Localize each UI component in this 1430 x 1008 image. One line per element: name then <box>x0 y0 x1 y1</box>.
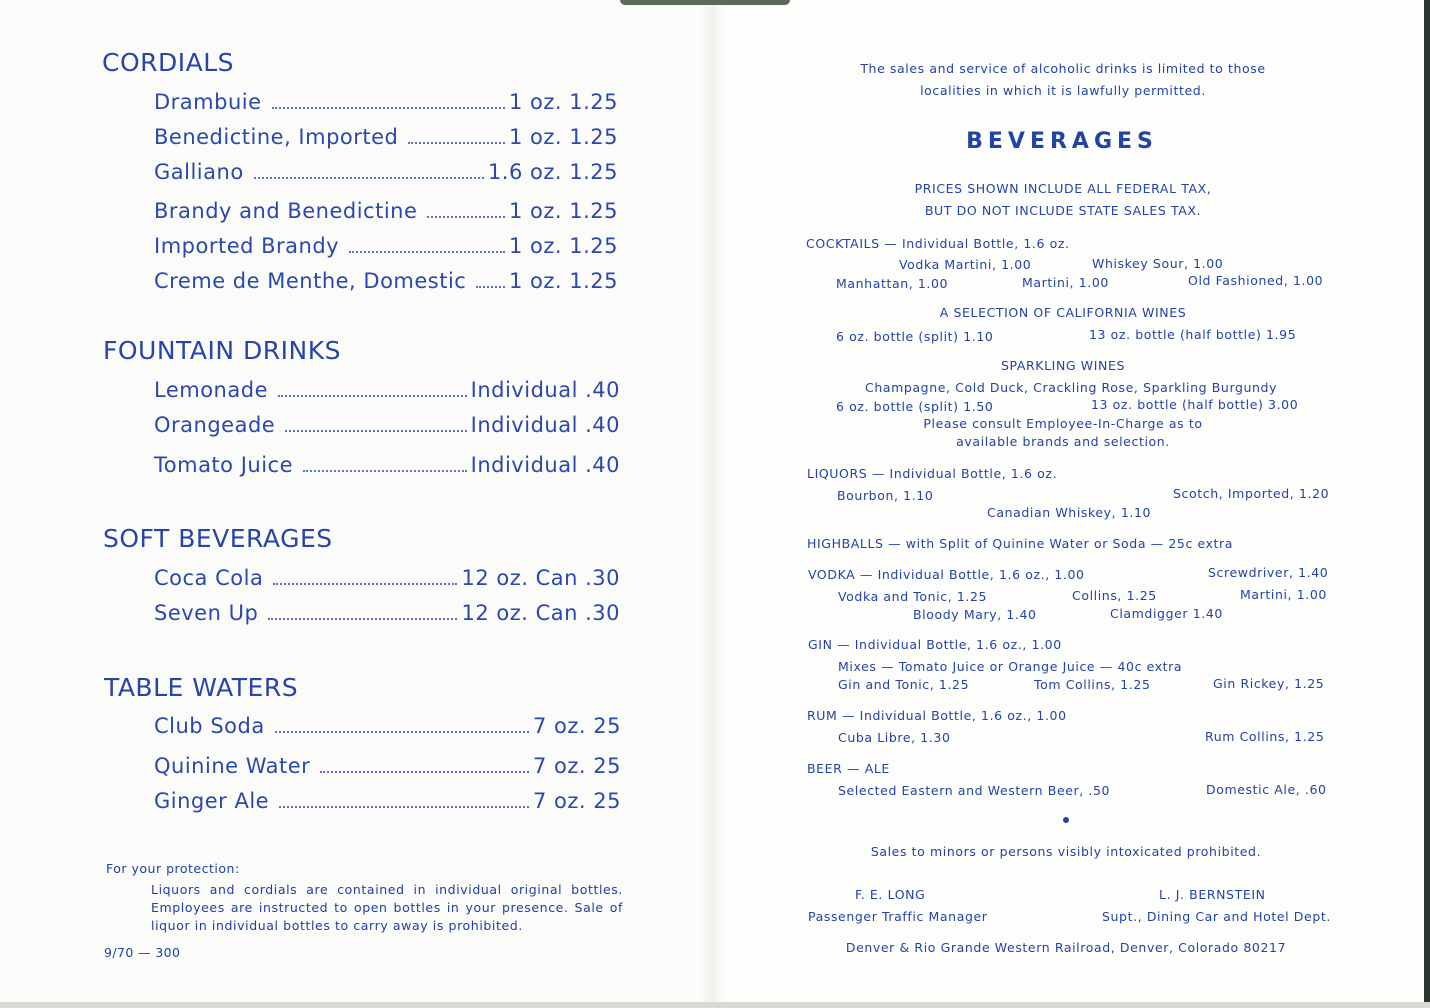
item-name: Tomato Juice <box>154 453 293 477</box>
item-name: Imported Brandy <box>154 234 340 258</box>
fountain-title: FOUNTAIN DRINKS <box>103 336 341 365</box>
highballs-line: HIGHBALLS — with Split of Quinine Water or Soda — 25c extra <box>807 536 1234 551</box>
menu-item <box>154 413 620 437</box>
menu-item <box>154 160 618 184</box>
menu-item <box>154 199 618 223</box>
page-edge-bottom <box>0 1002 1430 1008</box>
rum-item: Cuba Libre, 1.30 <box>838 730 951 745</box>
leader-dots <box>408 142 505 144</box>
item-name: Galliano <box>154 160 244 184</box>
item-price: Individual .40 <box>470 378 620 402</box>
item-name: Club Soda <box>154 714 265 738</box>
menu-item <box>154 125 618 149</box>
left-page <box>0 0 712 1008</box>
menu-item <box>154 714 621 738</box>
item-name: Brandy and Benedictine <box>154 199 418 223</box>
soft-beverages-title: SOFT BEVERAGES <box>103 524 333 553</box>
menu-item <box>154 789 621 813</box>
sparkling-wines-heading: SPARKLING WINES <box>1001 358 1125 373</box>
leader-dots <box>254 177 484 179</box>
liquor-item: Scotch, Imported, 1.20 <box>1173 486 1330 501</box>
item-name: Coca Cola <box>154 566 264 590</box>
menu-item <box>154 234 618 258</box>
vodka-item: Martini, 1.00 <box>1240 587 1327 602</box>
consult-note: available brands and selection. <box>956 434 1170 449</box>
vodka-item: Collins, 1.25 <box>1072 588 1157 603</box>
menu-item <box>154 378 620 402</box>
gin-item: Gin and Tonic, 1.25 <box>838 677 970 692</box>
item-price: 1 oz. 1.25 <box>508 125 618 149</box>
cocktail-item: Vodka Martini, 1.00 <box>899 257 1032 272</box>
leader-dots <box>349 251 505 253</box>
item-price: 1.6 oz. 1.25 <box>487 160 618 184</box>
item-name: Orangeade <box>154 413 276 437</box>
item-price: 12 oz. Can .30 <box>461 566 620 590</box>
wine-item: 6 oz. bottle (split) 1.10 <box>836 329 994 344</box>
california-wines-heading: A SELECTION OF CALIFORNIA WINES <box>939 305 1187 320</box>
cocktail-item: Whiskey Sour, 1.00 <box>1092 256 1224 271</box>
item-name: Benedictine, Imported <box>154 125 399 149</box>
item-name: Lemonade <box>154 378 268 402</box>
wine-item: 13 oz. bottle (half bottle) 1.95 <box>1089 327 1297 342</box>
wine-item: 6 oz. bottle (split) 1.50 <box>836 399 994 414</box>
sparkling-list: Champagne, Cold Duck, Crackling Rose, Sparkling Burgundy <box>865 380 1278 395</box>
leader-dots <box>285 430 466 432</box>
beer-item: Selected Eastern and Western Beer, .50 <box>838 783 1111 798</box>
item-price: 1 oz. 1.25 <box>508 90 618 114</box>
item-price: 12 oz. Can .30 <box>461 601 620 625</box>
item-price: 1 oz. 1.25 <box>508 199 618 223</box>
gin-mixes: Mixes — Tomato Juice or Orange Juice — 40c extra <box>838 659 1183 674</box>
page-edge-right <box>1424 0 1430 1008</box>
menu-item <box>154 453 620 477</box>
liquors-heading: LIQUORS — Individual Bottle, 1.6 oz. <box>807 466 1058 481</box>
gin-heading: GIN — Individual Bottle, 1.6 oz., 1.00 <box>808 637 1062 652</box>
vodka-item: Bloody Mary, 1.40 <box>913 607 1037 622</box>
menu-item <box>154 601 620 625</box>
vodka-item: Vodka and Tonic, 1.25 <box>838 589 988 604</box>
item-price: Individual .40 <box>470 413 620 437</box>
cocktails-heading: COCKTAILS — Individual Bottle, 1.6 oz. <box>806 236 1070 251</box>
leader-dots <box>272 107 505 109</box>
liquor-item: Bourbon, 1.10 <box>837 488 934 503</box>
item-price: 1 oz. 1.25 <box>508 269 618 293</box>
menu-item <box>154 269 618 293</box>
cocktail-item: Manhattan, 1.00 <box>836 276 949 291</box>
vodka-item: Clamdigger 1.40 <box>1110 606 1223 621</box>
signatory-title: Passenger Traffic Manager <box>808 909 988 924</box>
rum-heading: RUM — Individual Bottle, 1.6 oz., 1.00 <box>807 708 1067 723</box>
leader-dots <box>303 470 467 472</box>
item-name: Seven Up <box>154 601 259 625</box>
item-name: Quinine Water <box>154 754 311 778</box>
bullet-dot <box>1063 817 1069 823</box>
consult-note: Please consult Employee-In-Charge as to <box>923 416 1203 431</box>
vodka-item: Screwdriver, 1.40 <box>1208 565 1329 580</box>
cocktail-item: Old Fashioned, 1.00 <box>1188 273 1324 288</box>
wine-item: 13 oz. bottle (half bottle) 3.00 <box>1091 397 1299 412</box>
gin-item: Gin Rickey, 1.25 <box>1213 676 1325 691</box>
item-price: Individual .40 <box>470 453 620 477</box>
legal-notice-line: The sales and service of alcoholic drinks is limited to those <box>860 61 1266 76</box>
protection-heading: For your protection: <box>106 861 240 876</box>
beer-item: Domestic Ale, .60 <box>1206 782 1327 797</box>
liquor-item: Canadian Whiskey, 1.10 <box>987 505 1152 520</box>
menu-item <box>154 754 621 778</box>
minors-notice: Sales to minors or persons visibly intoxicated prohibited. <box>870 844 1262 859</box>
item-price: 7 oz. 25 <box>533 754 621 778</box>
leader-dots <box>320 771 529 773</box>
binding-clip <box>620 0 790 5</box>
menu-item <box>154 90 618 114</box>
item-price: 1 oz. 1.25 <box>508 234 618 258</box>
vodka-heading: VODKA — Individual Bottle, 1.6 oz., 1.00 <box>808 567 1085 582</box>
leader-dots <box>279 806 529 808</box>
tax-note-line: BUT DO NOT INCLUDE STATE SALES TAX. <box>924 203 1202 218</box>
print-code: 9/70 — 300 <box>104 945 181 960</box>
beer-heading: BEER — ALE <box>807 761 890 776</box>
item-price: 7 oz. 25 <box>533 714 621 738</box>
menu-item <box>154 566 620 590</box>
table-waters-title: TABLE WATERS <box>104 673 299 702</box>
item-name: Ginger Ale <box>154 789 270 813</box>
cocktail-item: Martini, 1.00 <box>1022 275 1109 290</box>
item-price: 7 oz. 25 <box>533 789 621 813</box>
leader-dots <box>476 286 505 288</box>
item-name: Drambuie <box>154 90 262 114</box>
leader-dots <box>268 618 457 620</box>
tax-note-line: PRICES SHOWN INCLUDE ALL FEDERAL TAX, <box>914 181 1212 196</box>
item-name: Creme de Menthe, Domestic <box>154 269 467 293</box>
cordials-title: CORDIALS <box>102 48 235 77</box>
signatory-name: L. J. BERNSTEIN <box>1159 887 1266 902</box>
leader-dots <box>278 395 467 397</box>
protection-text: Liquors and cordials are contained in individual original bottles. Employees are instructed to open bottles in your presence. Sale of liquor in individual bottles to carry away is prohibited. <box>151 882 623 933</box>
signatory-title: Supt., Dining Car and Hotel Dept. <box>1102 909 1331 924</box>
railroad-address: Denver & Rio Grande Western Railroad, Denver, Colorado 80217 <box>845 940 1287 955</box>
rum-item: Rum Collins, 1.25 <box>1205 729 1325 744</box>
gin-item: Tom Collins, 1.25 <box>1034 677 1151 692</box>
beverages-title: BEVERAGES <box>966 129 1158 154</box>
leader-dots <box>273 583 457 585</box>
leader-dots <box>275 731 529 733</box>
signatory-name: F. E. LONG <box>855 887 926 902</box>
legal-notice-line: localities in which it is lawfully permitted. <box>920 83 1206 98</box>
leader-dots <box>427 216 505 218</box>
page-fold <box>700 0 726 1008</box>
